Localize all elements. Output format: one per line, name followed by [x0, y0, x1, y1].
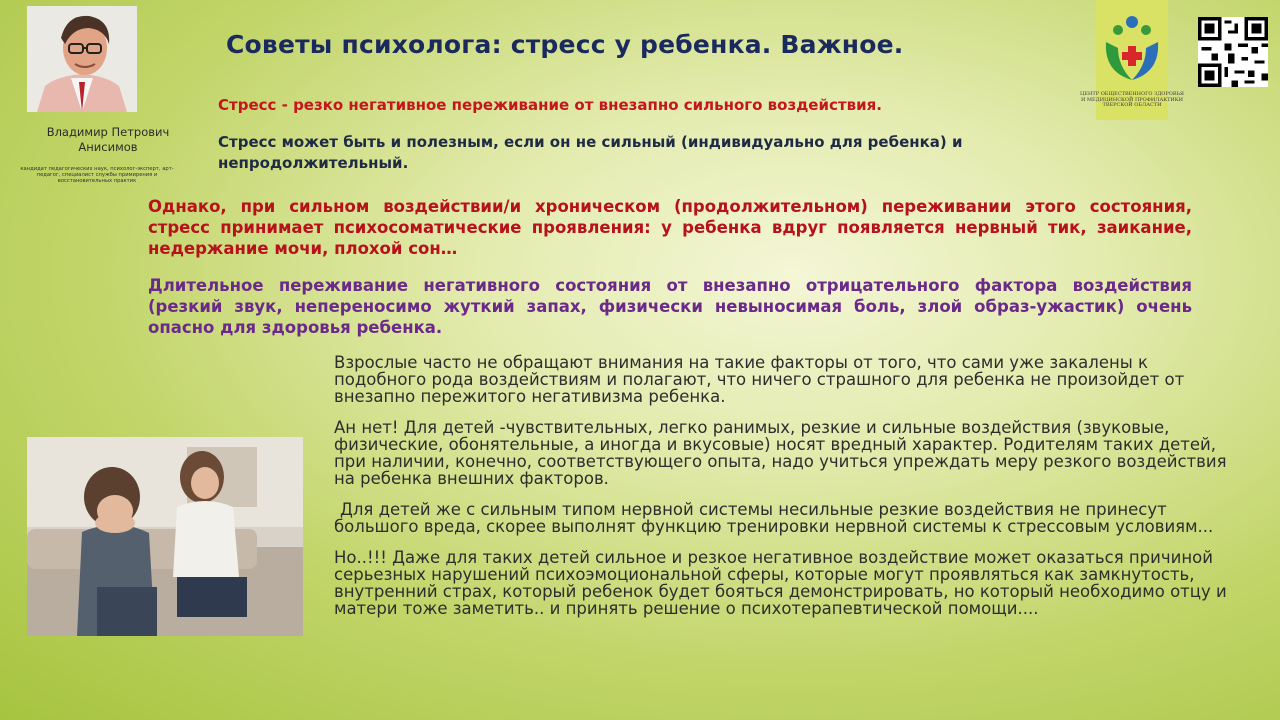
- logo-caption: ЦЕНТР ОБЩЕСТВЕННОГО ЗДОРОВЬЯ И МЕДИЦИНСКОЙ ПРОФИЛАКТИКИ ТВЕРСКОЙ ОБЛАСТИ: [1080, 91, 1184, 108]
- author-name: Владимир Петрович Анисимов: [46, 125, 170, 154]
- psychosomatic-paragraph: Однако, при сильном воздействии/и хроническом (продолжительном) переживании этого состояния, стресс принимает психосоматические проявления: у ребенка вдруг появляется нервный тик, заикание, недержание мочи, плохой сон…: [148, 197, 1192, 258]
- body-paragraph: Ан нет! Для детей -чувствительных, легко ранимых, резкие и сильные воздействия (звуковые, физические, обонятельные, а иногда и вкусовые) носят вредный характер. Родителям таких детей, при наличии, конечно, соответствующего опыта, надо учиться упреждать меру резкого воздействия на ребенка внешних факторов.: [334, 418, 1227, 488]
- stress-definition: Стресс - резко негативное переживание от внезапно сильного воздействия.: [218, 96, 882, 114]
- author-description: кандидат педагогических наук, психолог-эксперт, арт-педагог, специалист службы примирения и восстановительных практик: [20, 166, 174, 184]
- stress-useful-note: Стресс может быть и полезным, если он не сильный (индивидуально для ребенка) и непродолжительный.: [218, 133, 963, 172]
- author-photo: [27, 6, 137, 112]
- body-text: [334, 354, 1234, 631]
- body-paragraph: Но..!!! Даже для таких детей сильное и резкое негативное воздействие может оказаться причиной серьезных нарушений психоэмоциональной сферы, которые могут проявляться как замкнутость, внутренний страх, который ребенок будет бояться демонстрировать, но который необходимо отцу и матери тоже заметить.. и принять решение о психотерапевтической помощи....: [334, 548, 1227, 618]
- body-paragraph: Взрослые часто не обращают внимания на такие факторы от того, что сами уже закалены к подобного рода воздействиям и полагают, что ничего страшного для ребенка не произойдет от внезапно пережитого негативизма ребенка.: [334, 353, 1185, 406]
- child-stress-photo: [27, 437, 303, 636]
- body-paragraph: Для детей же с сильным типом нервной системы несильные резкие воздействия не принесут большого вреда, скорее выполнят функцию тренировки нервной системы к стрессовым условиям...: [334, 500, 1214, 536]
- long-exposure-paragraph: Длительное переживание негативного состояния от внезапно отрицательного фактора воздействия (резкий звук, непереносимо жуткий запах, физически невыносимая боль, злой образ-ужастик) очень опасно для здоровья ребенка.: [148, 276, 1192, 337]
- qr-code: [1198, 17, 1268, 87]
- page-title: Советы психолога: стресс у ребенка. Важное.: [226, 30, 904, 59]
